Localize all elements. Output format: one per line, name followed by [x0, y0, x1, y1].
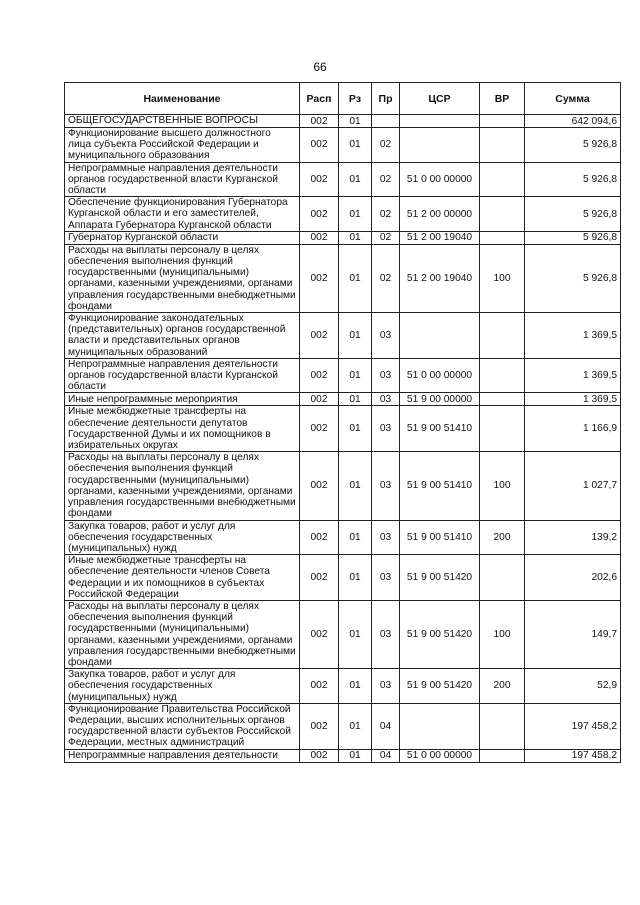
row-name: Губернатор Курганской области — [65, 231, 300, 244]
row-csr: 51 9 00 51420 — [400, 669, 480, 704]
row-name: Непрограммные направления деятельности органов государственной власти Курганской области — [65, 162, 300, 197]
row-sum: 149,7 — [525, 600, 621, 668]
header-rz: Рз — [339, 83, 372, 115]
row-rasp: 002 — [300, 452, 339, 520]
row-name: Функционирование высшего должностного лица субъекта Российской Федерации и муниципального образования — [65, 128, 300, 163]
table-row — [65, 244, 621, 312]
header-pr: Пр — [372, 83, 400, 115]
row-sum: 139,2 — [525, 520, 621, 555]
budget-table — [64, 82, 621, 763]
header-row — [65, 83, 621, 115]
row-rasp: 002 — [300, 358, 339, 393]
row-csr: 51 9 00 51410 — [400, 520, 480, 555]
row-csr — [400, 115, 480, 128]
row-rasp: 002 — [300, 162, 339, 197]
row-rasp: 002 — [300, 393, 339, 406]
row-name: Иные межбюджетные трансферты на обеспечение деятельности депутатов Государственной Думы и их помощников в избирательных округах — [65, 406, 300, 452]
row-name: Закупка товаров, работ и услуг для обеспечения государственных (муниципальных) нужд — [65, 520, 300, 555]
row-rz: 01 — [339, 406, 372, 452]
row-rz: 01 — [339, 358, 372, 393]
row-sum: 5 926,8 — [525, 128, 621, 163]
row-rz: 01 — [339, 703, 372, 749]
page-number: 66 — [313, 60, 327, 74]
table-row — [65, 600, 621, 668]
row-rz: 01 — [339, 128, 372, 163]
row-name: Закупка товаров, работ и услуг для обеспечения государственных (муниципальных) нужд — [65, 669, 300, 704]
row-vr — [480, 703, 525, 749]
row-vr — [480, 393, 525, 406]
row-pr: 03 — [372, 669, 400, 704]
table-row — [65, 358, 621, 393]
row-csr: 51 9 00 51410 — [400, 406, 480, 452]
row-vr: 100 — [480, 600, 525, 668]
header-vr: ВР — [480, 83, 525, 115]
row-csr: 51 0 00 00000 — [400, 749, 480, 762]
row-name: Функционирование законодательных (представительных) органов государственной власти и представительных органов муниципальных образований — [65, 313, 300, 359]
row-name: Непрограммные направления деятельности — [65, 749, 300, 762]
header-rasp: Расп — [300, 83, 339, 115]
row-csr — [400, 703, 480, 749]
table-row — [65, 703, 621, 749]
row-sum: 1 369,5 — [525, 393, 621, 406]
row-name: Иные межбюджетные трансферты на обеспечение деятельности членов Совета Федерации и их помощников в субъектах Российской Федерации — [65, 555, 300, 601]
row-sum: 642 094,6 — [525, 115, 621, 128]
table-row — [65, 669, 621, 704]
row-vr: 200 — [480, 669, 525, 704]
row-vr — [480, 406, 525, 452]
row-vr — [480, 162, 525, 197]
row-rz: 01 — [339, 452, 372, 520]
table-row — [65, 162, 621, 197]
row-rz: 01 — [339, 669, 372, 704]
table-row — [65, 128, 621, 163]
row-pr: 03 — [372, 555, 400, 601]
row-csr: 51 9 00 00000 — [400, 393, 480, 406]
table-row — [65, 393, 621, 406]
row-name: Расходы на выплаты персоналу в целях обеспечения выполнения функций государственными (муниципальными) органами, казенными учреждениями, органами управления государственными внебюджетными фондами — [65, 600, 300, 668]
row-rz: 01 — [339, 600, 372, 668]
row-rz: 01 — [339, 520, 372, 555]
row-pr: 04 — [372, 749, 400, 762]
row-pr: 02 — [372, 231, 400, 244]
row-vr: 100 — [480, 244, 525, 312]
row-rasp: 002 — [300, 128, 339, 163]
row-pr: 03 — [372, 600, 400, 668]
row-rasp: 002 — [300, 244, 339, 312]
row-rz: 01 — [339, 115, 372, 128]
row-rasp: 002 — [300, 115, 339, 128]
row-pr: 03 — [372, 520, 400, 555]
row-rz: 01 — [339, 555, 372, 601]
row-sum: 202,6 — [525, 555, 621, 601]
row-name: Расходы на выплаты персоналу в целях обеспечения выполнения функций государственными (муниципальными) органами, казенными учреждениями, органами управления государственными внебюджетными фондами — [65, 244, 300, 312]
row-csr: 51 0 00 00000 — [400, 162, 480, 197]
row-sum: 52,9 — [525, 669, 621, 704]
row-rasp: 002 — [300, 669, 339, 704]
row-name: Обеспечение функционирования Губернатора Курганской области и его заместителей, Аппарата Губернатора Курганской области — [65, 197, 300, 232]
row-pr: 02 — [372, 128, 400, 163]
row-vr — [480, 197, 525, 232]
row-vr — [480, 555, 525, 601]
row-rasp: 002 — [300, 313, 339, 359]
row-pr: 03 — [372, 393, 400, 406]
table-row — [65, 231, 621, 244]
row-sum: 197 458,2 — [525, 749, 621, 762]
row-name: Иные непрограммные мероприятия — [65, 393, 300, 406]
row-pr: 03 — [372, 452, 400, 520]
table-row — [65, 197, 621, 232]
table-row — [65, 555, 621, 601]
row-rasp: 002 — [300, 197, 339, 232]
row-pr: 03 — [372, 358, 400, 393]
row-csr — [400, 128, 480, 163]
row-sum: 197 458,2 — [525, 703, 621, 749]
row-csr: 51 0 00 00000 — [400, 358, 480, 393]
header-name: Наименование — [65, 83, 300, 115]
row-sum: 1 166,9 — [525, 406, 621, 452]
row-pr: 04 — [372, 703, 400, 749]
row-sum: 1 369,5 — [525, 358, 621, 393]
row-rz: 01 — [339, 244, 372, 312]
table-row — [65, 115, 621, 128]
table-row — [65, 313, 621, 359]
table-row — [65, 520, 621, 555]
row-pr: 02 — [372, 244, 400, 312]
header-sum: Сумма — [525, 83, 621, 115]
row-csr — [400, 313, 480, 359]
row-sum: 5 926,8 — [525, 244, 621, 312]
row-vr — [480, 313, 525, 359]
row-rz: 01 — [339, 393, 372, 406]
row-rasp: 002 — [300, 749, 339, 762]
row-rasp: 002 — [300, 520, 339, 555]
row-rz: 01 — [339, 162, 372, 197]
row-rasp: 002 — [300, 600, 339, 668]
row-vr — [480, 231, 525, 244]
row-rz: 01 — [339, 749, 372, 762]
row-pr — [372, 115, 400, 128]
row-rasp: 002 — [300, 555, 339, 601]
row-pr: 02 — [372, 197, 400, 232]
row-rasp: 002 — [300, 231, 339, 244]
row-vr — [480, 749, 525, 762]
row-rz: 01 — [339, 313, 372, 359]
row-pr: 02 — [372, 162, 400, 197]
row-pr: 03 — [372, 406, 400, 452]
row-name: ОБЩЕГОСУДАРСТВЕННЫЕ ВОПРОСЫ — [65, 115, 300, 128]
row-csr: 51 9 00 51410 — [400, 452, 480, 520]
row-vr — [480, 115, 525, 128]
header-csr: ЦСР — [400, 83, 480, 115]
row-pr: 03 — [372, 313, 400, 359]
row-name: Расходы на выплаты персоналу в целях обеспечения выполнения функций государственными (муниципальными) органами, казенными учреждениями, органами управления государственными внебюджетными фондами — [65, 452, 300, 520]
table-row — [65, 406, 621, 452]
row-csr: 51 9 00 51420 — [400, 600, 480, 668]
row-rasp: 002 — [300, 703, 339, 749]
row-sum: 1 369,5 — [525, 313, 621, 359]
row-sum: 5 926,8 — [525, 162, 621, 197]
row-vr: 200 — [480, 520, 525, 555]
row-csr: 51 2 00 19040 — [400, 244, 480, 312]
table-row — [65, 749, 621, 762]
row-sum: 1 027,7 — [525, 452, 621, 520]
row-name: Функционирование Правительства Российской Федерации, высших исполнительных органов государственной власти субъектов Российской Федерации, местных администраций — [65, 703, 300, 749]
row-csr: 51 9 00 51420 — [400, 555, 480, 601]
row-rz: 01 — [339, 197, 372, 232]
row-csr: 51 2 00 19040 — [400, 231, 480, 244]
row-vr — [480, 358, 525, 393]
row-csr: 51 2 00 00000 — [400, 197, 480, 232]
row-rz: 01 — [339, 231, 372, 244]
row-vr — [480, 128, 525, 163]
table-row — [65, 452, 621, 520]
row-sum: 5 926,8 — [525, 197, 621, 232]
row-rasp: 002 — [300, 406, 339, 452]
row-name: Непрограммные направления деятельности органов государственной власти Курганской области — [65, 358, 300, 393]
row-sum: 5 926,8 — [525, 231, 621, 244]
row-vr: 100 — [480, 452, 525, 520]
